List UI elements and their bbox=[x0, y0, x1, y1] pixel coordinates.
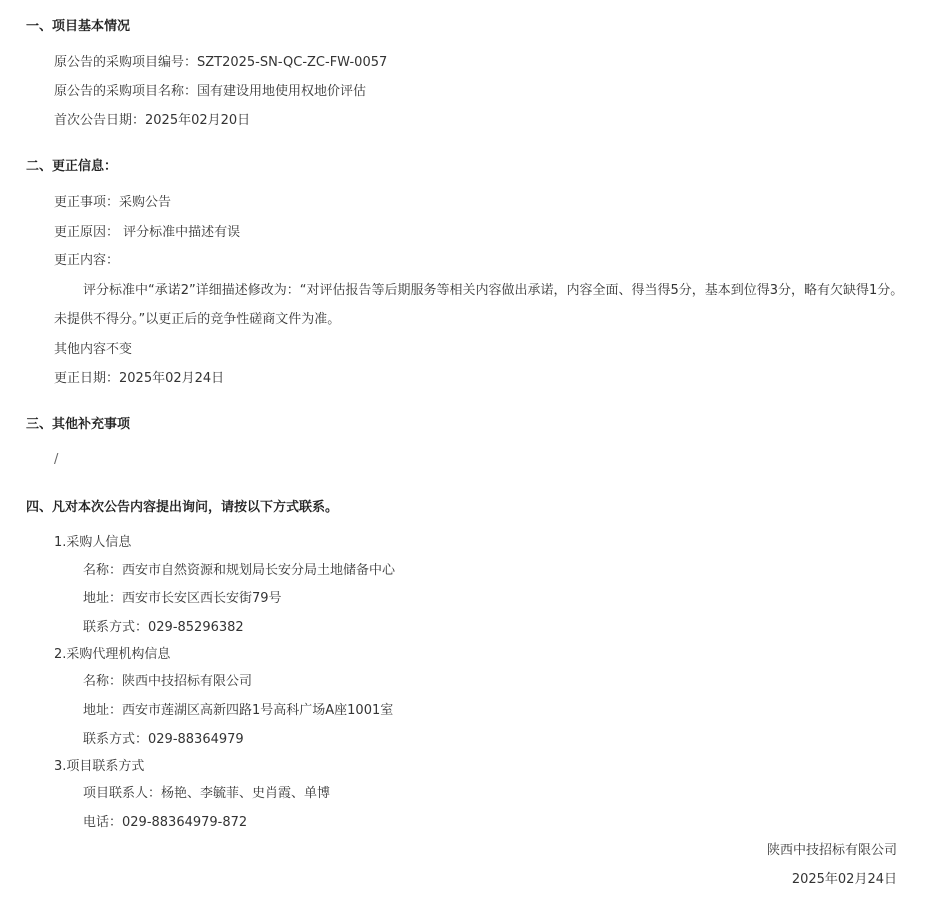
correction-item: 更正事项：采购公告 bbox=[54, 195, 172, 210]
agency-info-title: 2.采购代理机构信息 bbox=[54, 647, 171, 662]
project-contact-phone: 电话：029-88364979-872 bbox=[83, 815, 248, 830]
agency-address: 地址：西安市莲湖区高新四路1号高科广场A座1001室 bbox=[83, 703, 394, 718]
purchaser-contact: 联系方式：029-85296382 bbox=[83, 620, 244, 635]
agency-contact: 联系方式：029-88364979 bbox=[83, 732, 244, 747]
purchaser-info-title: 1.采购人信息 bbox=[54, 535, 132, 550]
correction-content-line1: 评分标准中“承诺2”详细描述修改为：“对评估报告等后期服务等相关内容做出承诺，内容全面、得当得5分，基本到位得3分，略有欠缺得1分。 bbox=[83, 283, 904, 298]
correction-content-line2: 未提供不得分。”以更正后的竞争性磋商文件为准。 bbox=[54, 312, 341, 327]
purchaser-address: 地址：西安市长安区西长安街79号 bbox=[83, 591, 282, 606]
purchaser-name: 名称：西安市自然资源和规划局长安分局土地储备中心 bbox=[83, 563, 396, 578]
project-contact-title: 3.项目联系方式 bbox=[54, 759, 145, 774]
original-project-number: 原公告的采购项目编号：SZT2025-SN-QC-ZC-FW-0057 bbox=[54, 55, 388, 70]
section4-heading: 四、凡对本次公告内容提出询问，请按以下方式联系。 bbox=[26, 500, 339, 515]
first-announcement-date: 首次公告日期：2025年02月20日 bbox=[54, 113, 251, 128]
supplement-content: / bbox=[54, 452, 59, 467]
correction-reason: 更正原因： 评分标准中描述有误 bbox=[54, 225, 241, 240]
original-project-name: 原公告的采购项目名称：国有建设用地使用权地价评估 bbox=[54, 84, 367, 99]
correction-date: 更正日期：2025年02月24日 bbox=[54, 371, 225, 386]
correction-content-label: 更正内容： bbox=[54, 253, 120, 268]
other-content-unchanged: 其他内容不变 bbox=[54, 342, 133, 357]
footer-date: 2025年02月24日 bbox=[791, 872, 897, 887]
project-contact-people: 项目联系人：杨艳、李毓菲、史肖霞、单博 bbox=[83, 786, 331, 801]
section1-heading: 一、项目基本情况 bbox=[26, 19, 131, 34]
section2-heading: 二、更正信息： bbox=[26, 159, 118, 174]
agency-name: 名称：陕西中技招标有限公司 bbox=[83, 674, 253, 689]
footer-company: 陕西中技招标有限公司 bbox=[766, 843, 897, 858]
section3-heading: 三、其他补充事项 bbox=[26, 417, 131, 432]
